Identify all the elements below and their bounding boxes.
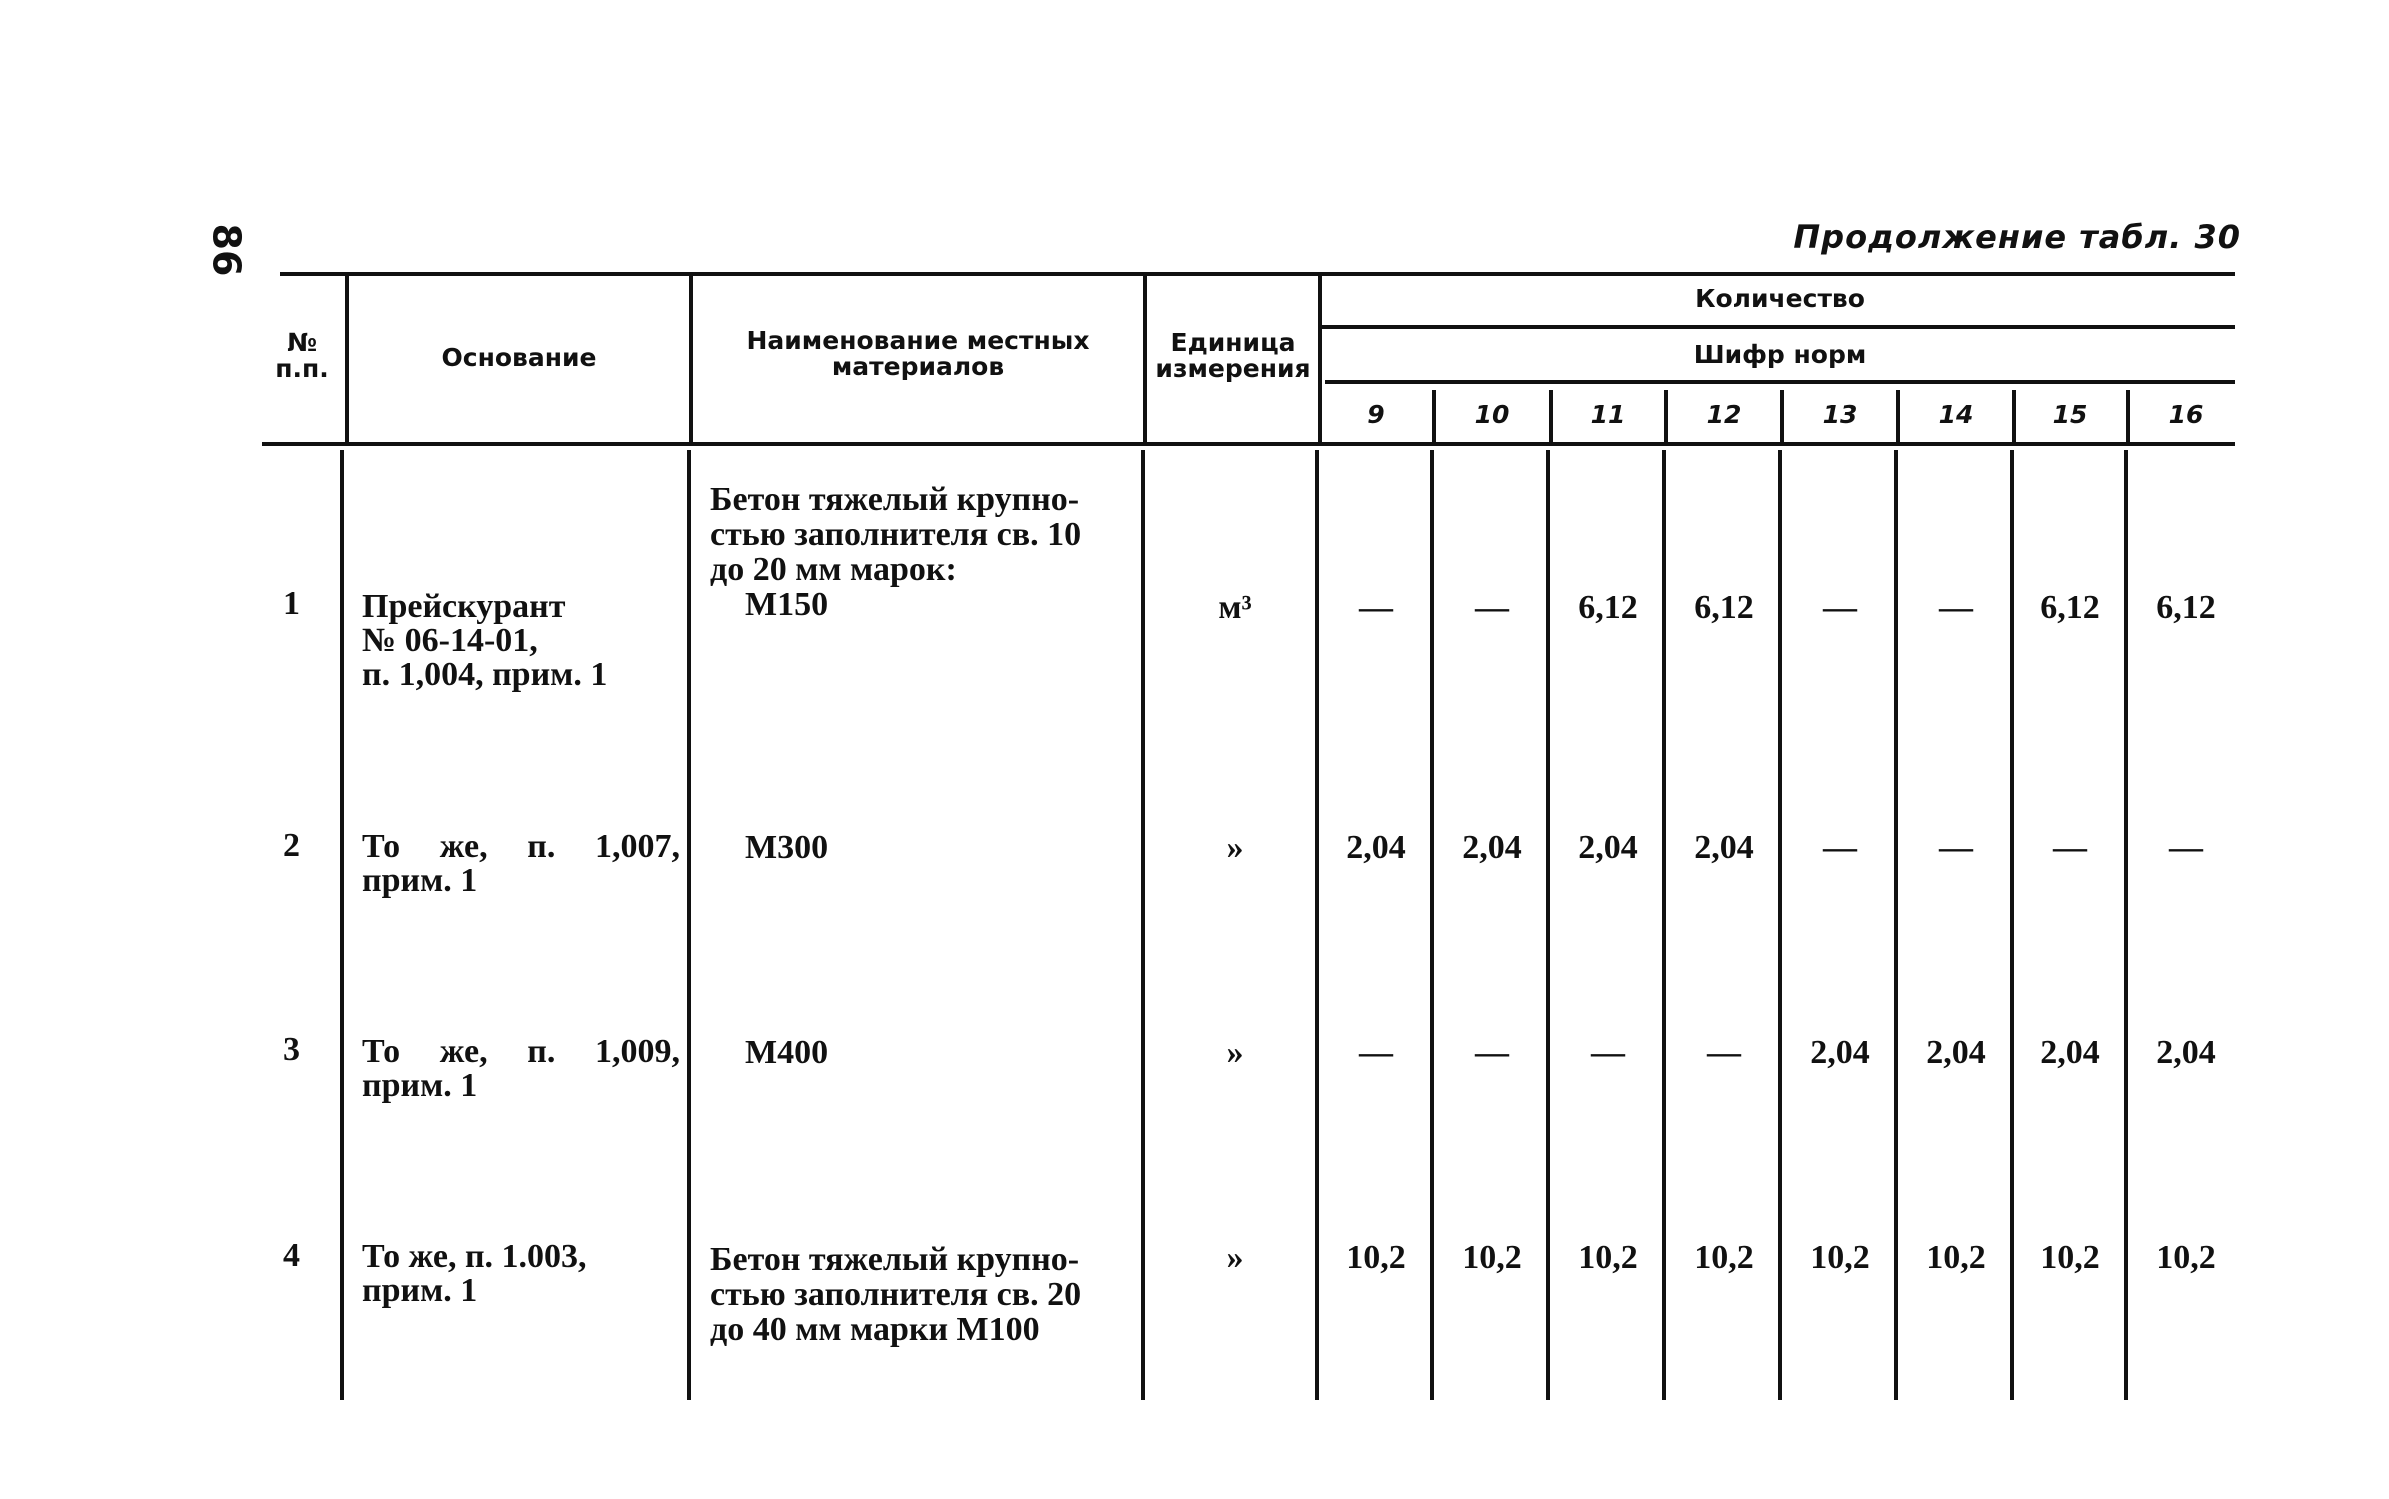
row-basis-line: Прейскурант [362,588,566,625]
row-unit: » [1226,1239,1244,1276]
header-norm-code: Шифр норм [1693,340,1867,369]
row-value: — [1359,589,1393,626]
row-basis-line: То же, п. 1,009, [362,1033,680,1070]
row-value: 2,04 [2156,1034,2216,1071]
header-vline-2 [689,275,693,443]
row-value: 2,04 [1926,1034,1986,1071]
row-basis-line: прим. 1 [362,1067,478,1104]
norm-code-rule [1325,380,2235,384]
row-value: — [2169,829,2203,866]
row-material-line: М400 [745,1034,829,1071]
row-material [745,830,1125,866]
row-value: 10,2 [2156,1239,2216,1276]
row-material [710,482,1135,622]
row-basis-line: прим. 1 [362,862,478,899]
row-basis [362,1240,680,1308]
header-code-14: 14 [1938,400,1974,429]
header-material [694,328,1142,380]
row-value: 10,2 [1926,1239,1986,1276]
quantity-rule [1320,325,2235,329]
row-material [745,1035,1125,1071]
header-basis: Основание [441,343,597,372]
row-value: 10,2 [1694,1239,1754,1276]
row-num: 3 [283,1031,300,1068]
row-value: 6,12 [1578,589,1638,626]
row-material-line: М300 [745,829,829,866]
row-unit: » [1226,1034,1244,1071]
top-rule [280,272,2235,276]
row-num: 1 [283,585,300,622]
header-unit-line-2: измерения [1155,354,1311,383]
body-vline-3 [1141,450,1145,1400]
body-vline-4 [1315,450,1319,1400]
row-material-line: до 20 мм марок: [710,551,957,588]
header-bottom-rule [262,442,2235,446]
row-value: — [2053,829,2087,866]
row-basis-line: прим. 1 [362,1272,478,1309]
header-num [262,330,342,382]
header-code-11: 11 [1590,400,1626,429]
row-basis-line: То же, п. 1,007, [362,828,680,865]
row-material-line: Бетон тяжелый крупно- [710,1241,1080,1278]
header-num-line-1: № [286,328,318,357]
row-value: 2,04 [1578,829,1638,866]
row-material-line: стью заполнителя св. 10 [710,516,1082,553]
row-value: 2,04 [1810,1034,1870,1071]
row-basis-line: То же, п. 1.003, [362,1238,587,1275]
row-value: — [1939,589,1973,626]
row-basis [362,590,680,692]
row-value: 10,2 [1462,1239,1522,1276]
body-vline-2 [687,450,691,1400]
row-value: — [1823,589,1857,626]
row-value: 2,04 [1462,829,1522,866]
row-material-line: Бетон тяжелый крупно- [710,481,1080,518]
header-code-10: 10 [1474,400,1510,429]
header-vline-3 [1143,275,1147,443]
row-value: 2,04 [2040,1034,2100,1071]
row-value: 2,04 [1346,829,1406,866]
row-value: 10,2 [2040,1239,2100,1276]
row-material-line: стью заполнителя св. 20 [710,1276,1082,1313]
row-value: — [1591,1034,1625,1071]
row-value: 2,04 [1694,829,1754,866]
header-code-12: 12 [1706,400,1742,429]
row-value: — [1475,1034,1509,1071]
row-basis [362,830,680,898]
row-basis-line: № 06-14-01, [362,622,538,659]
continuation-title: Продолжение табл. 30 [1793,218,2241,256]
header-code-9: 9 [1367,400,1385,429]
row-unit: м³ [1218,589,1252,626]
row-value: — [1939,829,1973,866]
header-material-line-2: материалов [831,352,1005,381]
row-material [710,1242,1135,1347]
page-number: 86 [204,223,249,277]
row-num: 4 [283,1237,300,1274]
row-value: 6,12 [2040,589,2100,626]
row-material-line: М150 [745,586,829,623]
row-value: 10,2 [1810,1239,1870,1276]
row-value: — [1823,829,1857,866]
row-unit: » [1226,829,1244,866]
row-basis-line: п. 1,004, прим. 1 [362,656,608,693]
body-vline-1 [340,450,344,1400]
header-material-line-1: Наименование местных [746,326,1090,355]
header-code-15: 15 [2052,400,2088,429]
header-num-line-2: п.п. [275,354,329,383]
row-value: — [1707,1034,1741,1071]
header-quantity: Количество [1695,284,1865,313]
row-material-line: до 40 мм марки М100 [710,1311,1040,1348]
header-code-16: 16 [2168,400,2204,429]
row-num: 2 [283,827,300,864]
header-unit [1150,330,1316,382]
row-value: — [1359,1034,1393,1071]
row-value: 6,12 [2156,589,2216,626]
row-value: — [1475,589,1509,626]
row-basis [362,1035,680,1103]
header-unit-line-1: Единица [1170,328,1296,357]
header-vline-1 [345,275,349,443]
row-value: 10,2 [1346,1239,1406,1276]
row-value: 6,12 [1694,589,1754,626]
header-code-13: 13 [1822,400,1858,429]
row-value: 10,2 [1578,1239,1638,1276]
